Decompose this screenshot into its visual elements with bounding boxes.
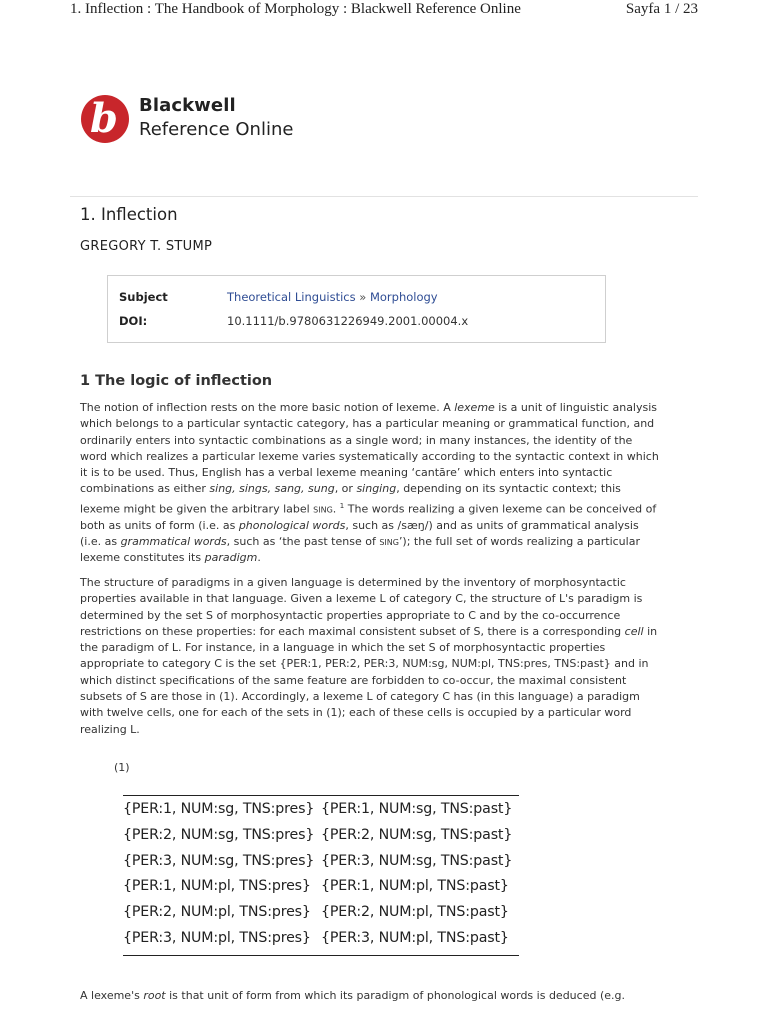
print-header [0,0,768,24]
subject-link-theoretical-linguistics[interactable]: Theoretical Linguistics [227,290,356,304]
paragraph-3: A lexeme's root is that unit of form from which its paradigm of phonological words is deduced (e.g. [80,989,625,1002]
table-row [123,900,519,926]
term-root: root [143,989,166,1002]
term-forms: sing, sings, sang, sung [209,482,335,496]
logo-mark-letter: b [90,95,118,142]
logo-line-2: Reference Online [139,119,294,140]
table-cell: {PER:3, NUM:pl, TNS:past} [321,929,509,946]
lexeme-label-sing-2: sing [379,535,399,549]
metadata-box [107,275,606,343]
table-cell: {PER:1, NUM:pl, TNS:past} [321,878,509,895]
blackwell-logo[interactable] [80,94,340,150]
term-singing: singing [356,482,397,496]
table-cell: {PER:1, NUM:pl, TNS:pres} [123,878,311,895]
table-cell: {PER:2, NUM:sg, TNS:past} [321,826,513,843]
term-lexeme: lexeme [454,401,495,414]
example-label: (1) [114,761,130,774]
table-cell: {PER:3, NUM:sg, TNS:pres} [123,852,315,869]
footnote-link[interactable]: 1 [339,501,345,510]
blackwell-b-icon [80,94,130,144]
table-cell: {PER:1, NUM:sg, TNS:past} [321,801,513,817]
chapter-title: 1. Inflection [80,205,178,224]
table-cell: {PER:2, NUM:pl, TNS:past} [321,904,509,921]
author-name: GREGORY T. STUMP [80,239,213,254]
doi-value: 10.1111/b.9780631226949.2001.00004.x [227,314,469,328]
paragraph-1: The notion of inflection rests on the more basic notion of lexeme. A lexeme is a unit of linguistic analysis which belongs to a particular syntactic category, has a particular meaning or grammatical function, and ordinarily enters into syntactic combinations as a single word; in many instances, the identity of the word which realizes a particular lexeme varies systematically according to the syntactic context in which it is to be used. Thus, English has a verbal lexeme meaning ‘cantāre’ which enters into syntactic combinations as either sing, sings, sang, sung, or singing, depending on its syntactic context; this lexeme might be given the arbitrary label sing. $^1$ The words realizing a given lexeme can be conceived of both as units of form (i.e. as phonological words, such as /sæŋ/) and as units of grammatical analysis (i.e. as grammatical words, such as ‘the past tense of sing’); the full set of words realizing a particular lexeme constitutes its paradigm. [80,401,659,565]
subject-link-morphology[interactable]: Morphology [369,290,438,304]
term-cell: cell [624,624,644,638]
print-page-number: Sayfa 1 / 23 [625,1,698,17]
subject-label: Subject [119,290,168,304]
doi-label: DOI: [119,314,148,328]
term-phonological-words: phonological words [238,518,346,532]
table-cell: {PER:2, NUM:sg, TNS:pres} [123,826,315,843]
header-divider [70,196,698,197]
table-cell: {PER:1, NUM:sg, TNS:pres} [123,801,315,817]
table-row [123,823,519,849]
paragraph-2: The structure of paradigms in a given language is determined by the inventory of morphosyntactic properties available in that language. Given a lexeme L of category C, the structure of L's paradigm is determined by the set S of morphosyntactic properties appropriate to C and by the co-occurrence restrictions on these properties: for each maximal consistent subset of S, there is a corresponding cell in the paradigm of L. For instance, in a language in which the set S of morphosyntactic properties appropriate to category C is the set {PER:1, PER:2, PER:3, NUM:sg, NUM:pl, TNS:pres, TNS:past} and in which distinct specifications of the same feature are forbidden to co-occur, the maximal consistent subsets of S are those in (1). Accordingly, a lexeme L of category C has (in this language) a paradigm with twelve cells, one for each of the sets in (1); each of these cells is occupied by a particular word realizing L. [80,576,658,736]
section-heading: 1 The logic of inflection [80,373,273,389]
term-paradigm: paradigm [204,551,258,565]
subject-value [227,290,438,304]
table-cell: {PER:2, NUM:pl, TNS:pres} [123,904,311,921]
table-row [123,849,519,875]
print-header-title: 1. Inflection : The Handbook of Morphology : Blackwell Reference Online [70,1,521,17]
term-grammatical-words: grammatical words [120,535,227,549]
breadcrumb-separator: » [359,290,367,304]
paradigm-cells-table [123,795,519,956]
table-row [123,874,519,900]
lexeme-label-sing: sing [313,502,333,516]
table-row [123,926,519,952]
table-cell: {PER:3, NUM:pl, TNS:pres} [123,929,311,946]
table-cell: {PER:3, NUM:sg, TNS:past} [321,852,513,869]
logo-line-1: Blackwell [139,95,236,116]
table-row [123,797,519,823]
